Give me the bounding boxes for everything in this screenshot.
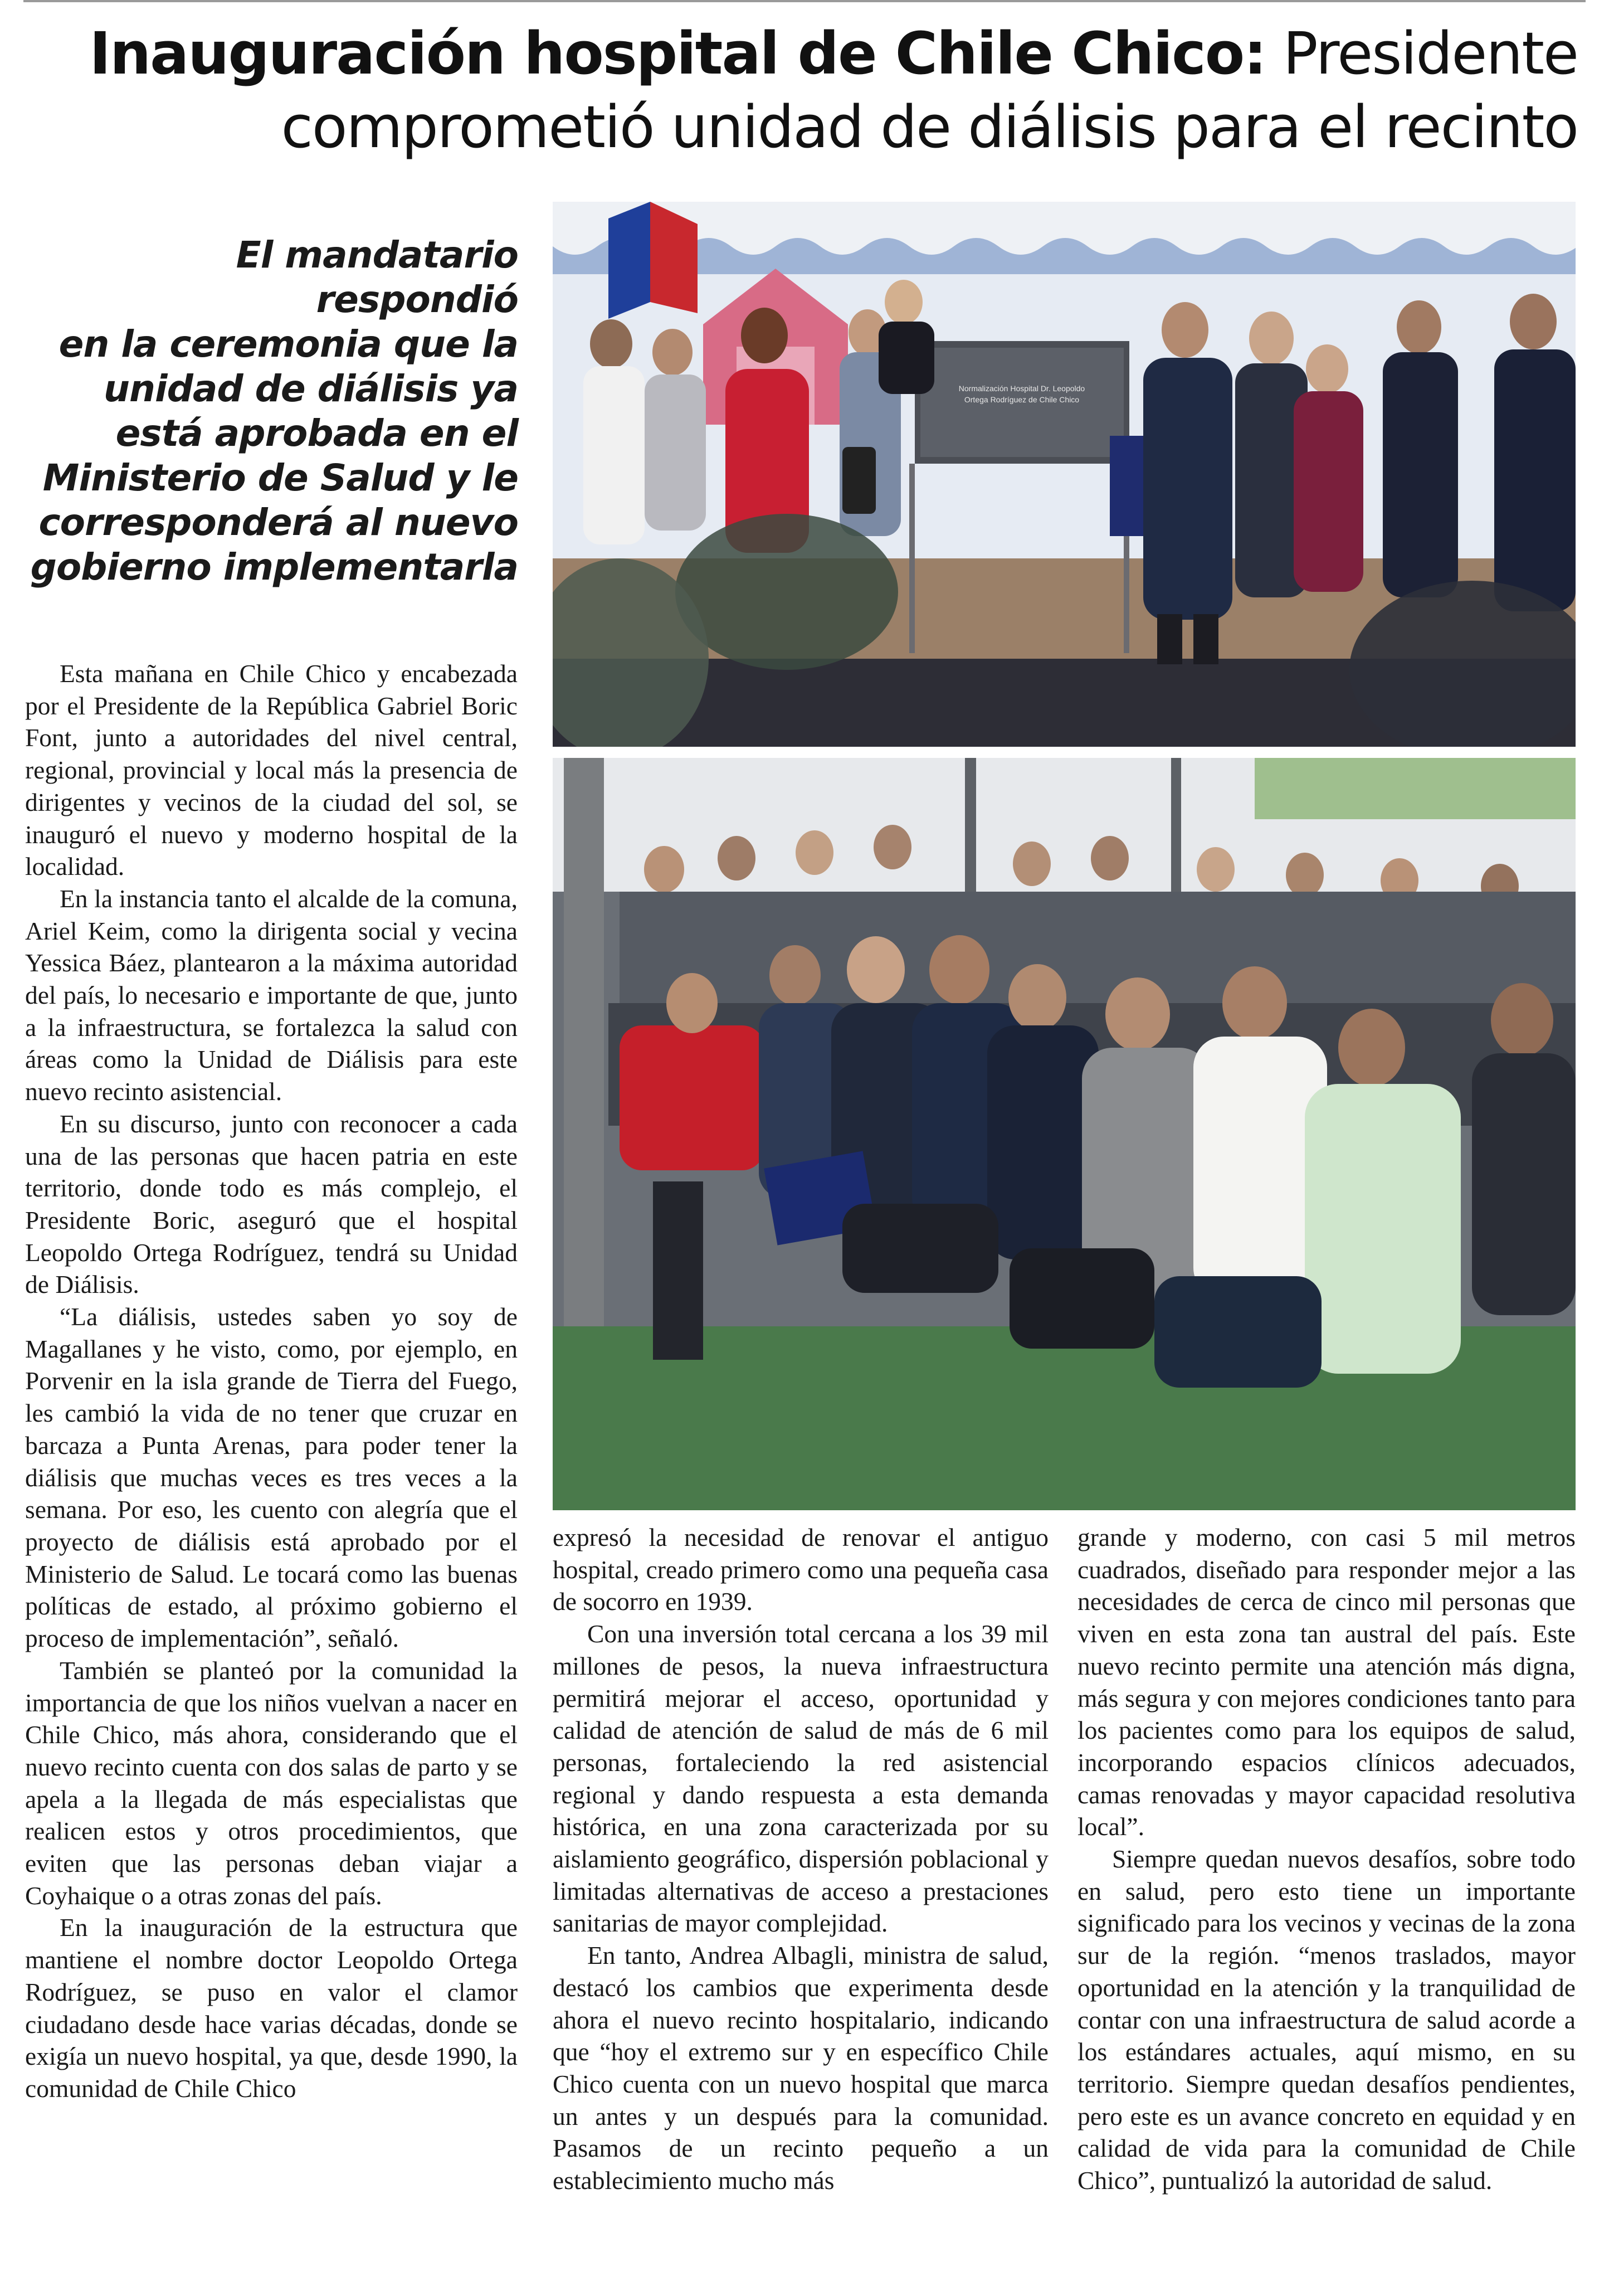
paragraph: En la instancia tanto el alcalde de la comuna, Ariel Keim, como la dirigenta social y vecina Yessica Báez, plantearon a la máxima autoridad del país, lo necesario e importante de que, junto a la infraestructura, se fortalezca la salud con áreas como la Unidad de Diálisis para este nuevo recinto asistencial. [25, 884, 518, 1106]
paragraph: También se planteó por la comunidad la importancia de que los niños vuelvan a nacer en Chile Chico, más ahora, considerando que el nuevo recinto cuenta con dos salas de parto y se apela a la llegada de más especialistas que realicen estos y otros procedimientos, que eviten que las personas deban viajar a Coyhaique o a otras zonas del país. [25, 1656, 518, 1910]
paragraph: En la inauguración de la estructura que mantiene el nombre doctor Leopoldo Ortega Rodríguez, se puso en valor el clamor ciudadano desde hace varias décadas, donde se exigía un nuevo hospital, ya que, desde 1990, la comunidad de Chile Chico [25, 1913, 518, 2103]
photo-audience-art [553, 758, 1576, 1510]
text-column-1 [25, 658, 518, 2105]
paragraph: Con una inversión total cercana a los 39 mil millones de pesos, la nueva infraestructura permitirá mejorar el acceso, oportunidad y calidad de atención de salud de más de 6 mil personas, fortaleciendo la red asistencial regional y dando respuesta a esta demanda histórica, en una zona caracterizada por su aislamiento geográfico, dispersión poblacional y limitadas alternativas de acceso a prestaciones sanitarias de mayor complejidad. [553, 1619, 1049, 1938]
headline [23, 17, 1578, 164]
plaque-title-1: Normalización Hospital Dr. Leopoldo [958, 384, 1085, 393]
deck-line: está aprobada en el [115, 412, 518, 455]
headline-bold: Inauguración hospital de Chile Chico: [89, 20, 1266, 87]
paragraph: Siempre quedan nuevos desafíos, sobre todo en salud, pero esto tiene un importante significado para los vecinos y vecinas de la zona sur de la región. “menos traslados, mayor oportunidad en la atención y la tranquilidad de contar con una infraestructura de salud acorde a los estándares actuales, aquí mismo, en su territorio. Siempre quedan desafíos pendientes, pero este es un avance concreto en equidad y en calidad de vida para la comunidad de Chile Chico”, puntualizó la autoridad de salud. [1077, 1845, 1576, 2195]
deck-line: en la ceremonia que la [58, 323, 518, 366]
photo-plaque-unveiling-art [553, 202, 1576, 747]
deck-line: El mandatario respondió [236, 234, 518, 321]
deck-line: corresponderá al nuevo [38, 501, 518, 544]
plaque-title-2: Ortega Rodríguez de Chile Chico [964, 395, 1080, 404]
text-column-3 [1077, 1521, 1576, 2197]
paragraph: grande y moderno, con casi 5 mil metros cuadrados, diseñado para responder mejor a las necesidades de cerca de cinco mil personas que viven en esta zona tan austral del país. Este nuevo recinto permite una atención más digna, más segura y con mejores condiciones tanto para los pacientes como para los equipos de salud, incorporando espacios clínicos adecuados, camas renovadas y mayor capacidad resolutiva local”. [1077, 1523, 1576, 1841]
photo-plaque-unveiling [553, 202, 1576, 747]
deck-line: Ministerio de Salud y le [42, 456, 518, 499]
deck-line: gobierno implementarla [30, 546, 518, 588]
paragraph: En su discurso, junto con reconocer a cada una de las personas que hacen patria en este territorio, donde todo es más complejo, el Presidente Boric, aseguró que el hospital Leopoldo Ortega Rodríguez, tendrá su Unidad de Diálisis. [25, 1109, 518, 1299]
paragraph: En tanto, Andrea Albagli, ministra de salud, destacó los cambios que experimenta desde ahora el nuevo recinto hospitalario, indicando que “hoy el extremo sur y en específico Chile Chico cuenta con un nuevo hospital que marca un antes y un después para la comunidad. Pasamos de un recinto pequeño a un establecimiento mucho más [553, 1941, 1049, 2195]
paragraph: Esta mañana en Chile Chico y encabezada por el Presidente de la República Gabriel Boric Font, junto a autoridades del nivel central, regional, provincial y local más la presencia de dirigentes y vecinos de la ciudad del sol, se inauguró el nuevo y moderno hospital de la localidad. [25, 659, 518, 881]
paragraph: “La diálisis, ustedes saben yo soy de Magallanes y he visto, como, por ejemplo, en Porvenir en la isla grande de Tierra del Fuego, les cambió la vida de no tener que cruzar en barcaza a Punta Arenas, para poder tener la diálisis que muchas veces es tres veces a la semana. Por eso, les cuento con alegría que el proyecto de diálisis está aprobado por el Ministerio de Salud. Le tocará como las buenas políticas de estado, al próximo gobierno el proceso de implementación”, señaló. [25, 1302, 518, 1653]
top-rule [23, 0, 1586, 2]
deck [23, 233, 518, 590]
text-column-2 [553, 1521, 1049, 2197]
photo-audience [553, 758, 1576, 1510]
headline-rest: Presidente comprometió unidad de diálisis para el recinto [281, 20, 1578, 161]
paragraph: expresó la necesidad de renovar el antiguo hospital, creado primero como una pequeña casa de socorro en 1939. [553, 1523, 1049, 1616]
deck-line: unidad de diálisis ya [104, 367, 518, 410]
